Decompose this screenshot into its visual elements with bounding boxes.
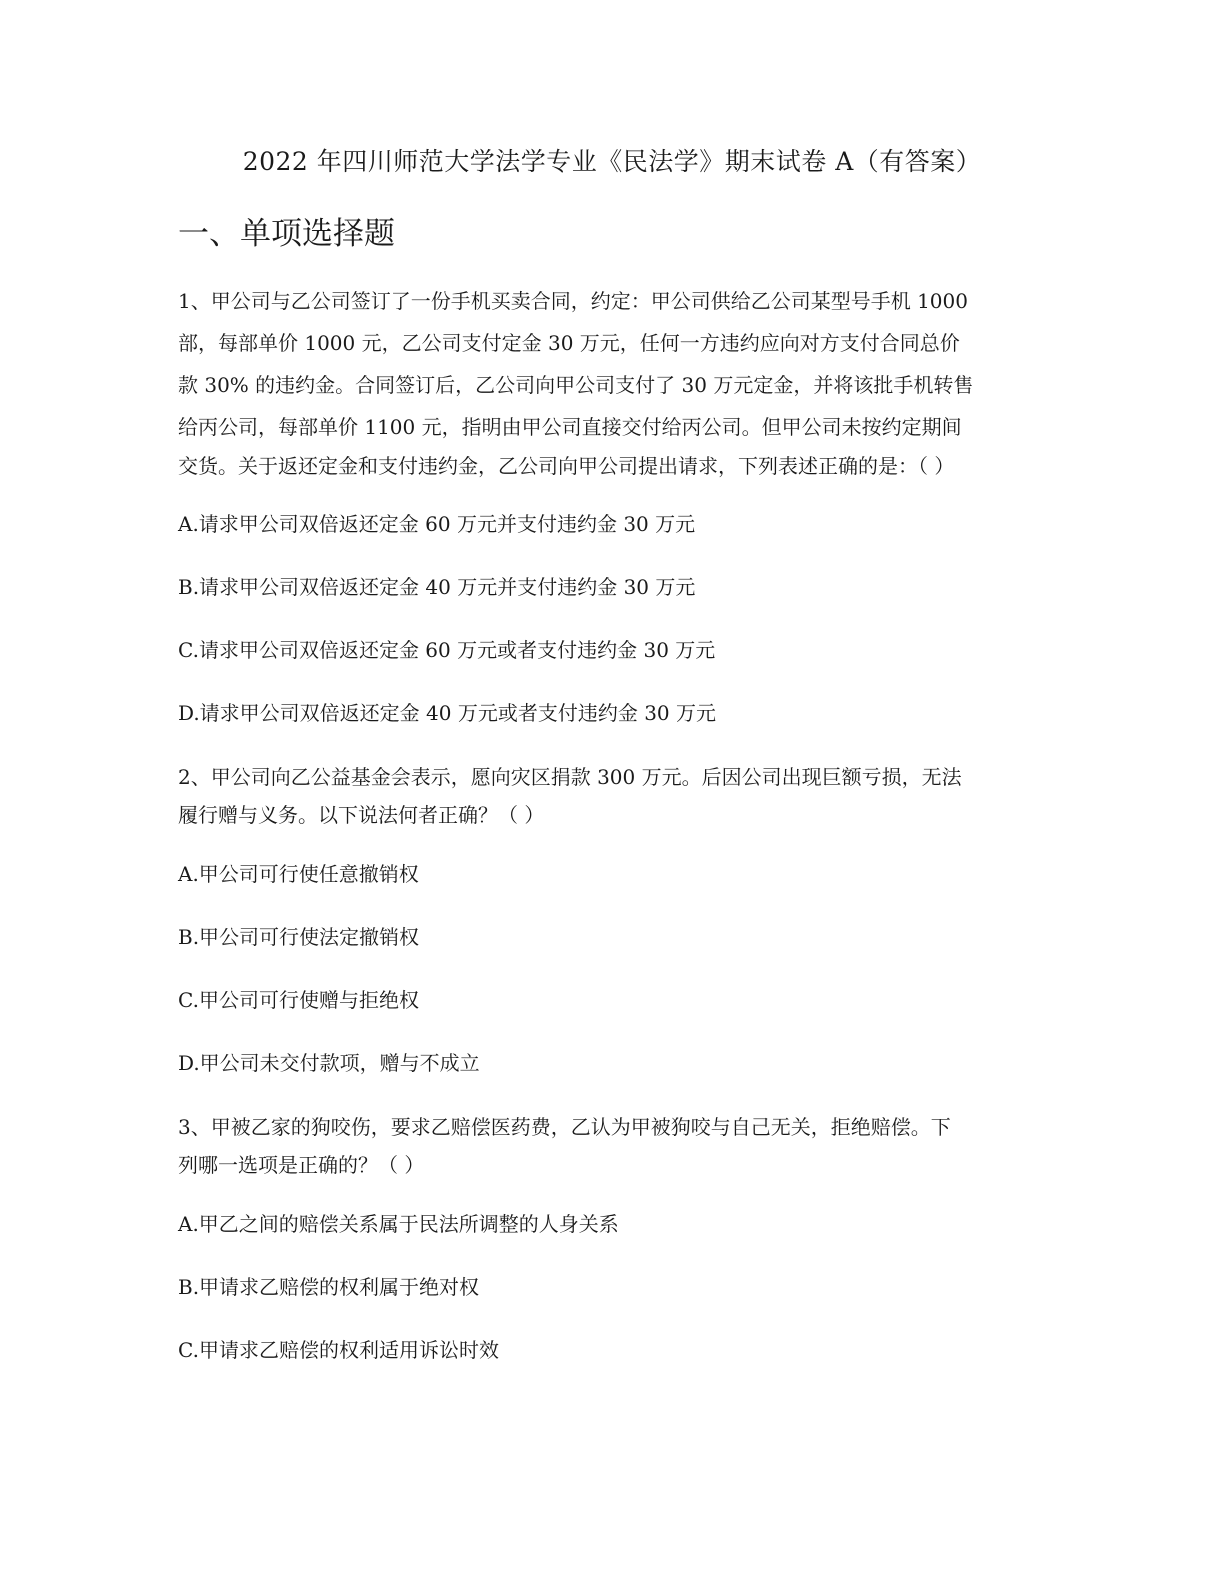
question-2 bbox=[178, 758, 1058, 1081]
option-d: D.甲公司未交付款项，赠与不成立 bbox=[178, 1051, 480, 1075]
stem-line: 2、甲公司向乙公益基金会表示，愿向灾区捐款 300 万元。后因公司出现巨额亏损，无法 bbox=[178, 765, 962, 789]
stem-line: 履行赠与义务。以下说法何者正确？（ ） bbox=[178, 803, 545, 827]
stem-line: 给丙公司，每部单价 1100 元，指明由甲公司直接交付给丙公司。但甲公司未按约定期间 bbox=[178, 415, 962, 439]
option-d: D.请求甲公司双倍返还定金 40 万元或者支付违约金 30 万元 bbox=[178, 701, 717, 725]
section-heading: 一、单项选择题 bbox=[178, 216, 395, 252]
option-b: B.请求甲公司双倍返还定金 40 万元并支付违约金 30 万元 bbox=[178, 575, 696, 599]
option-b: B.甲公司可行使法定撤销权 bbox=[178, 925, 420, 949]
stem-line: 1、甲公司与乙公司签订了一份手机买卖合同，约定：甲公司供给乙公司某型号手机 1000 bbox=[178, 289, 968, 313]
document-title: 2022 年四川师范大学法学专业《民法学》期末试卷 A（有答案） bbox=[242, 147, 982, 176]
stem-line: 款 30% 的违约金。合同签订后，乙公司向甲公司支付了 30 万元定金，并将该批手机转售 bbox=[178, 373, 974, 397]
question-stem bbox=[178, 280, 1058, 484]
option-c: C.甲公司可行使赠与拒绝权 bbox=[178, 988, 419, 1012]
question-1 bbox=[178, 280, 1058, 731]
question-stem bbox=[178, 758, 1058, 834]
option-c: C.甲请求乙赔偿的权利适用诉讼时效 bbox=[178, 1338, 499, 1362]
stem-line: 3、甲被乙家的狗咬伤，要求乙赔偿医药费，乙认为甲被狗咬与自己无关，拒绝赔偿。下 bbox=[178, 1115, 951, 1139]
option-b: B.甲请求乙赔偿的权利属于绝对权 bbox=[178, 1275, 480, 1299]
stem-line: 列哪一选项是正确的？（ ） bbox=[178, 1153, 425, 1177]
question-list bbox=[178, 280, 1058, 1395]
question-stem bbox=[178, 1108, 1058, 1184]
stem-line: 交货。关于返还定金和支付违约金，乙公司向甲公司提出请求，下列表述正确的是：（ ） bbox=[178, 454, 955, 478]
option-a: A.甲公司可行使任意撤销权 bbox=[178, 862, 419, 886]
stem-line: 部，每部单价 1000 元，乙公司支付定金 30 万元，任何一方违约应向对方支付合同总价 bbox=[178, 331, 960, 355]
question-3 bbox=[178, 1108, 1058, 1368]
option-a: A.甲乙之间的赔偿关系属于民法所调整的人身关系 bbox=[178, 1212, 619, 1236]
option-c: C.请求甲公司双倍返还定金 60 万元或者支付违约金 30 万元 bbox=[178, 638, 716, 662]
option-a: A.请求甲公司双倍返还定金 60 万元并支付违约金 30 万元 bbox=[178, 512, 696, 536]
